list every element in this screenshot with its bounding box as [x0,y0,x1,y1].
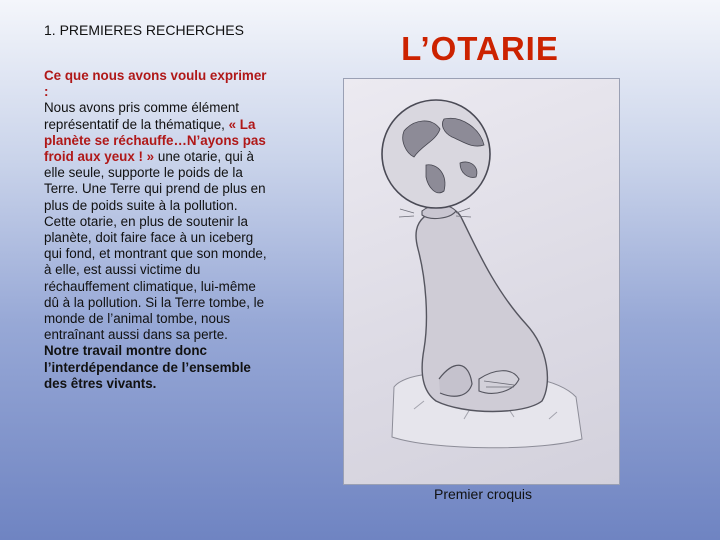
main-paragraph: une otarie, qui à elle seule, supporte le poids de la Terre. Une Terre qui prend de plus en plus de poids suite à la pollution. Cette otarie, en plus de soutenir la planète, doit faire face à un iceberg qui fond, et montrant que son monde, à elle, est aussi victime du réchauffement climatique, lui-même dû à la pollution. Si la Terre tombe, le monde de l’animal tombe, nous entraînant aussi dans sa perte. [44,149,267,343]
quote-text: « La planète se réchauffe…N’ayons pas froid aux yeux ! » [44,116,266,165]
image-caption: Premier croquis [433,486,533,502]
conclusion-text: Notre travail montre donc l’interdépendance de l’ensemble des êtres vivants. [44,343,251,391]
sketch-image [343,78,620,485]
body-text [44,68,272,392]
section-heading: 1. PREMIERES RECHERCHES [44,22,244,38]
slide-title: L’OTARIE [401,30,559,67]
intro-label: Ce que nous avons voulu exprimer : [44,68,267,100]
intro-sentence: Nous avons pris comme élément représentatif de la thématique, [44,100,239,132]
